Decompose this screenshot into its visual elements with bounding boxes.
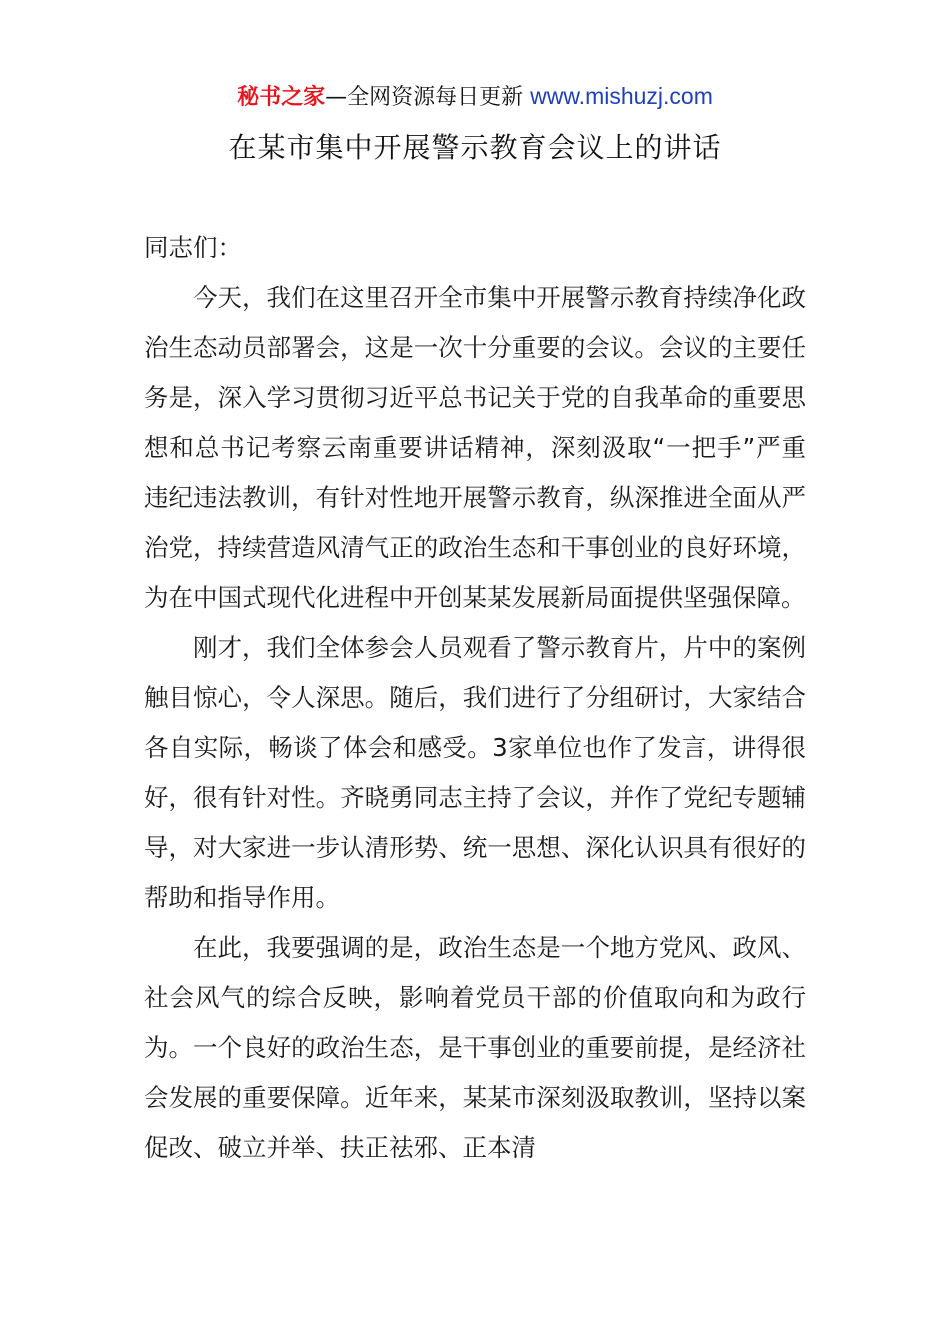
document-title: 在某市集中开展警示教育会议上的讲话 xyxy=(228,131,722,164)
site-header xyxy=(0,80,950,114)
paragraph-2: 刚才，我们全体参会人员观看了警示教育片，片中的案例触目惊心，令人深思。随后，我们进行了分组研讨，大家结合各自实际，畅谈了体会和感受。3家单位也作了发言，讲得很好，很有针对性。齐晓勇同志主持了会议，并作了党纪专题辅导，对大家进一步认清形势、统一思想、深化认识具有很好的帮助和指导作用。 xyxy=(144,633,806,912)
site-url-link[interactable]: www.mishuzj.com xyxy=(530,83,713,109)
document-body xyxy=(144,223,806,1173)
brand-name: 秘书之家 xyxy=(237,85,326,110)
salutation: 同志们： xyxy=(144,233,242,262)
paragraph-1: 今天，我们在这里召开全市集中开展警示教育持续净化政治生态动员部署会，这是一次十分重要的会议。会议的主要任务是，深入学习贯彻习近平总书记关于党的自我革命的重要思想和总书记考察云南重要讲话精神，深刻汲取“一把手”严重违纪违法教训，有针对性地开展警示教育，纵深推进全面从严治党，持续营造风清气正的政治生态和干事创业的良好环境，为在中国式现代化进程中开创某某发展新局面提供坚强保障。 xyxy=(144,283,806,612)
header-tagline: —全网资源每日更新 xyxy=(325,85,524,110)
paragraph-3: 在此，我要强调的是，政治生态是一个地方党风、政风、社会风气的综合反映，影响着党员干部的价值取向和为政行为。一个良好的政治生态，是干事创业的重要前提，是经济社会发展的重要保障。近年来，某某市深刻汲取教训，坚持以案促改、破立并举、扶正祛邪、正本清 xyxy=(144,933,806,1162)
